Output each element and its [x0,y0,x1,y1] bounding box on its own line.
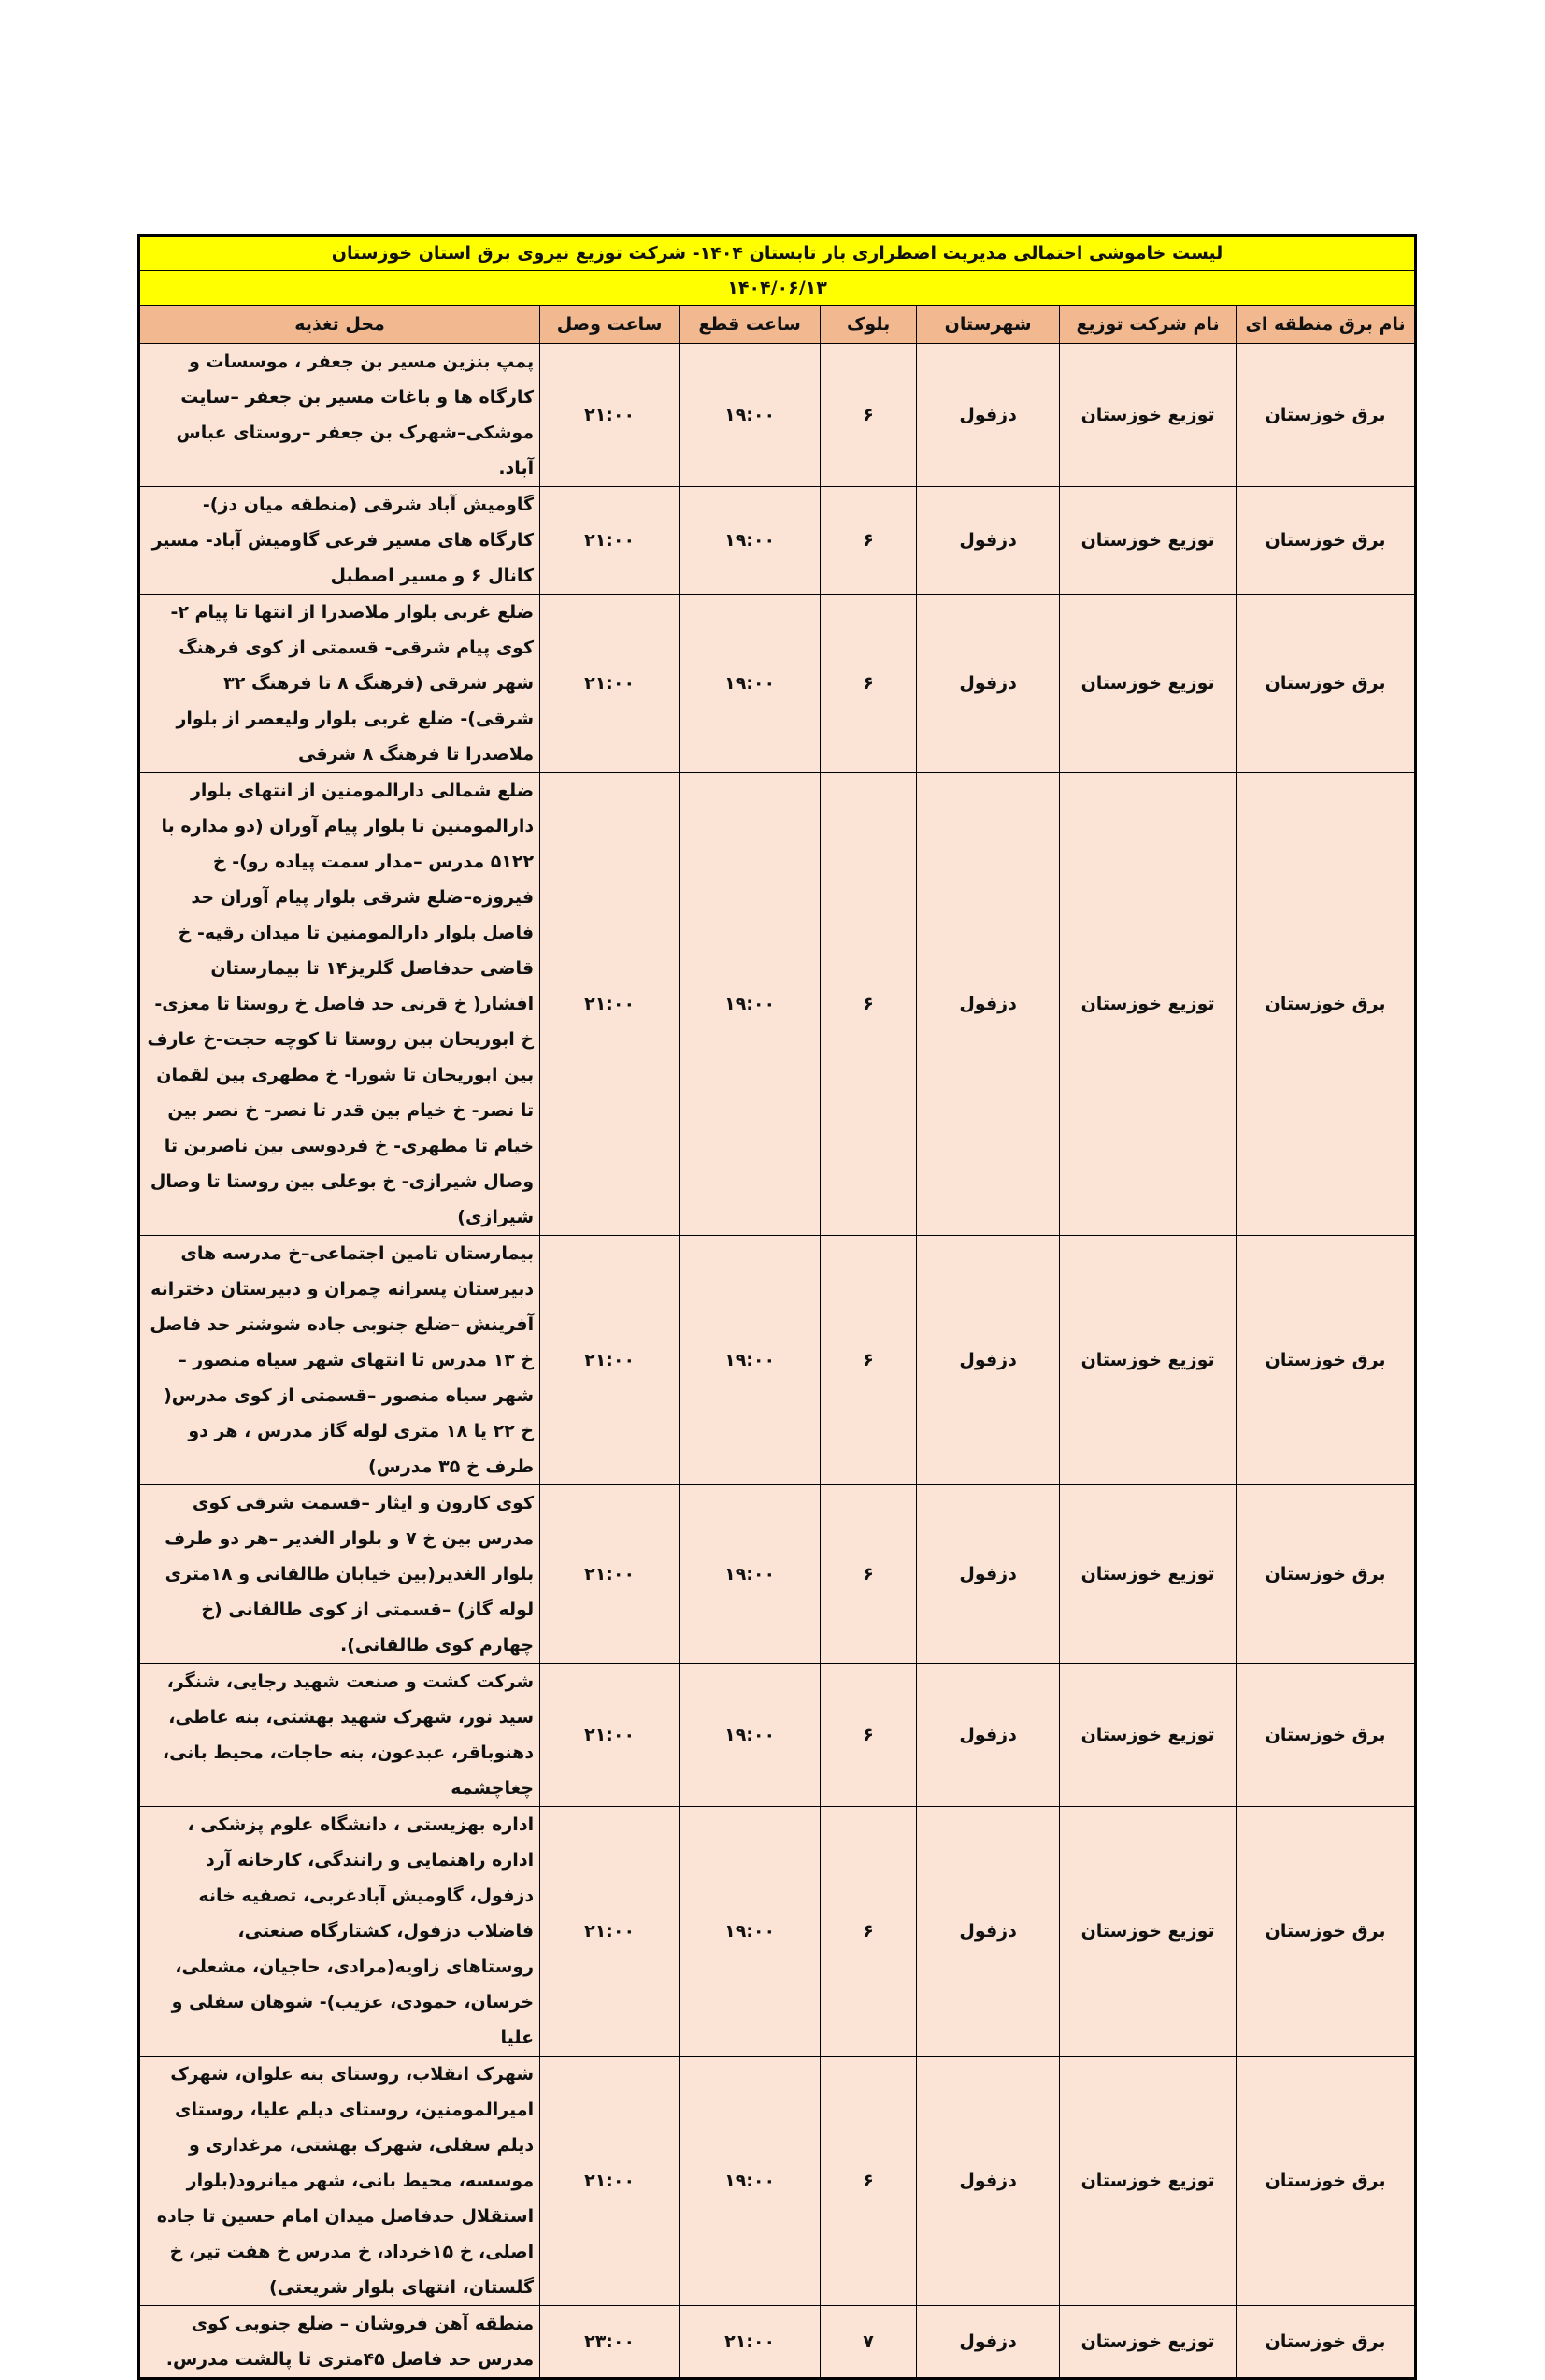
cell-company: توزیع خوزستان [1060,773,1237,1236]
cell-connect-time: ۲۳:۰۰ [540,2306,680,2379]
cell-location: منطقه آهن فروشان – ضلع جنوبی کوی مدرس حد فاصل ۴۵متری تا پالشت مدرس. [139,2306,540,2379]
cell-region: برق خوزستان [1237,1236,1416,1485]
cell-connect-time: ۲۱:۰۰ [540,2057,680,2306]
cell-city: دزفول [917,2306,1060,2379]
title-row [139,236,1416,271]
cell-cut-time: ۱۹:۰۰ [680,595,821,773]
cell-cut-time: ۱۹:۰۰ [680,1485,821,1664]
cell-block: ۶ [821,1236,917,1485]
cell-company: توزیع خوزستان [1060,595,1237,773]
header-location: محل تغذیه [139,306,540,344]
cell-cut-time: ۱۹:۰۰ [680,1807,821,2057]
header-region: نام برق منطقه ای [1237,306,1416,344]
cell-region: برق خوزستان [1237,2306,1416,2379]
header-block: بلوک [821,306,917,344]
cell-company: توزیع خوزستان [1060,1485,1237,1664]
table-row [139,2306,1416,2379]
table-row [139,773,1416,1236]
cell-connect-time: ۲۱:۰۰ [540,773,680,1236]
blackout-schedule-table [137,234,1417,2380]
cell-region: برق خوزستان [1237,595,1416,773]
cell-region: برق خوزستان [1237,344,1416,487]
cell-region: برق خوزستان [1237,2057,1416,2306]
table-row [139,1236,1416,1485]
cell-block: ۶ [821,1807,917,2057]
cell-location: گاومیش آباد شرقی (منطقه میان دز)- کارگاه های مسیر فرعی گاومیش آباد- مسیر کانال ۶ و مسیر اصطبل [139,487,540,595]
cell-city: دزفول [917,773,1060,1236]
cell-location: پمپ بنزین مسیر بن جعفر ، موسسات و کارگاه ها و باغات مسیر بن جعفر –سایت موشکی–شهرک بن جعفر –روستای عباس آباد. [139,344,540,487]
cell-block: ۶ [821,344,917,487]
cell-city: دزفول [917,595,1060,773]
cell-block: ۶ [821,487,917,595]
table-row [139,2057,1416,2306]
cell-connect-time: ۲۱:۰۰ [540,595,680,773]
cell-location: بیمارستان تامین اجتماعی–خ مدرسه های دبیرستان پسرانه چمران و دبیرستان دخترانه آفرینش –ضلع جنوبی جاده شوشتر حد فاصل خ ۱۳ مدرس تا انتهای شهر سیاه منصور –شهر سیاه منصور –قسمتی از کوی مدرس( خ ۲۲ یا ۱۸ متری لوله گاز مدرس ، هر دو طرف خ ۳۵ مدرس) [139,1236,540,1485]
cell-connect-time: ۲۱:۰۰ [540,487,680,595]
date-row [139,271,1416,306]
cell-cut-time: ۱۹:۰۰ [680,773,821,1236]
cell-city: دزفول [917,1236,1060,1485]
header-connect-time: ساعت وصل [540,306,680,344]
cell-cut-time: ۱۹:۰۰ [680,344,821,487]
table-row [139,1485,1416,1664]
table-row [139,1664,1416,1807]
table-title: لیست خاموشی احتمالی مدیریت اضطراری بار تابستان ۱۴۰۴- شرکت توزیع نیروی برق استان خوزستان [139,236,1416,271]
cell-company: توزیع خوزستان [1060,344,1237,487]
header-cut-time: ساعت قطع [680,306,821,344]
cell-company: توزیع خوزستان [1060,2057,1237,2306]
header-row [139,306,1416,344]
cell-block: ۶ [821,773,917,1236]
cell-company: توزیع خوزستان [1060,1807,1237,2057]
cell-cut-time: ۱۹:۰۰ [680,1664,821,1807]
cell-location: ضلع غربی بلوار ملاصدرا از انتها تا پیام ۲- کوی پیام شرقی- قسمتی از کوی فرهنگ شهر شرقی (فرهنگ ۸ تا فرهنگ ۳۲ شرقی)- ضلع غربی بلوار ولیعصر از بلوار ملاصدرا تا فرهنگ ۸ شرقی [139,595,540,773]
table-date: ۱۴۰۴/۰۶/۱۳ [139,271,1416,306]
cell-city: دزفول [917,1664,1060,1807]
cell-company: توزیع خوزستان [1060,1664,1237,1807]
cell-connect-time: ۲۱:۰۰ [540,1236,680,1485]
cell-connect-time: ۲۱:۰۰ [540,344,680,487]
cell-city: دزفول [917,2057,1060,2306]
cell-connect-time: ۲۱:۰۰ [540,1485,680,1664]
cell-cut-time: ۲۱:۰۰ [680,2306,821,2379]
table-row [139,1807,1416,2057]
cell-region: برق خوزستان [1237,1485,1416,1664]
cell-block: ۶ [821,2057,917,2306]
header-company: نام شرکت توزیع [1060,306,1237,344]
cell-company: توزیع خوزستان [1060,487,1237,595]
cell-city: دزفول [917,487,1060,595]
cell-region: برق خوزستان [1237,1807,1416,2057]
table-row [139,487,1416,595]
cell-cut-time: ۱۹:۰۰ [680,1236,821,1485]
cell-location: شهرک انقلاب، روستای بنه علوان، شهرک امیرالمومنین، روستای دیلم علیا، روستای دیلم سفلی، شهرک بهشتی، مرغداری و موسسه، محیط بانی، شهر میانرود(بلوار استقلال حدفاصل میدان امام حسین تا جاده اصلی، خ ۱۵خرداد، خ مدرس خ هفت تیر، خ گلستان، انتهای بلوار شریعتی) [139,2057,540,2306]
cell-connect-time: ۲۱:۰۰ [540,1807,680,2057]
cell-city: دزفول [917,1807,1060,2057]
cell-city: دزفول [917,1485,1060,1664]
cell-region: برق خوزستان [1237,773,1416,1236]
cell-city: دزفول [917,344,1060,487]
cell-location: ضلع شمالی دارالمومنین از انتهای بلوار دارالمومنین تا بلوار پیام آوران (دو مداره با ۵۱۲۲ مدرس –مدار سمت پیاده رو)- خ فیروزه–ضلع شرقی بلوار پیام آوران حد فاصل بلوار دارالمومنین تا میدان رقیه- خ قاضی حدفاصل گلریز۱۴ تا بیمارستان افشار( خ قرنی حد فاصل خ روستا تا معزی- خ ابوریحان بین روستا تا کوچه حجت-خ عارف بین ابوریحان تا شورا- خ مطهری بین لقمان تا نصر- خ خیام بین قدر تا نصر- خ نصر بین خیام تا مطهری- خ فردوسی بین ناصربن تا وصال شیرازی- خ بوعلی بین روستا تا وصال شیرازی) [139,773,540,1236]
cell-cut-time: ۱۹:۰۰ [680,487,821,595]
cell-location: کوی کارون و ایثار –قسمت شرقی کوی مدرس بین خ ۷ و بلوار الغدیر –هر دو طرف بلوار الغدیر(بین خیابان طالقانی و ۱۸متری لوله گاز) –قسمتی از کوی طالقانی (خ چهارم کوی طالقانی). [139,1485,540,1664]
cell-company: توزیع خوزستان [1060,2306,1237,2379]
cell-block: ۷ [821,2306,917,2379]
cell-location: اداره بهزیستی ، دانشگاه علوم پزشکی ، اداره راهنمایی و رانندگی، کارخانه آرد دزفول، گاومیش آبادغربی، تصفیه خانه فاضلاب دزفول، کشتارگاه صنعتی، روستاهای زاویه(مرادی، حاجیان، مشعلی، خرسان، حمودی، عزیب)- شوهان سفلی و علیا [139,1807,540,2057]
table-row [139,344,1416,487]
cell-company: توزیع خوزستان [1060,1236,1237,1485]
cell-cut-time: ۱۹:۰۰ [680,2057,821,2306]
cell-block: ۶ [821,1664,917,1807]
cell-connect-time: ۲۱:۰۰ [540,1664,680,1807]
cell-location: شرکت کشت و صنعت شهید رجایی، شنگر، سید نور، شهرک شهید بهشتی، بنه عاطی، دهنوباقر، عبدعون، بنه حاجات، محیط بانی، چغاچشمه [139,1664,540,1807]
table-row [139,595,1416,773]
cell-block: ۶ [821,1485,917,1664]
header-city: شهرستان [917,306,1060,344]
cell-region: برق خوزستان [1237,1664,1416,1807]
cell-region: برق خوزستان [1237,487,1416,595]
cell-block: ۶ [821,595,917,773]
